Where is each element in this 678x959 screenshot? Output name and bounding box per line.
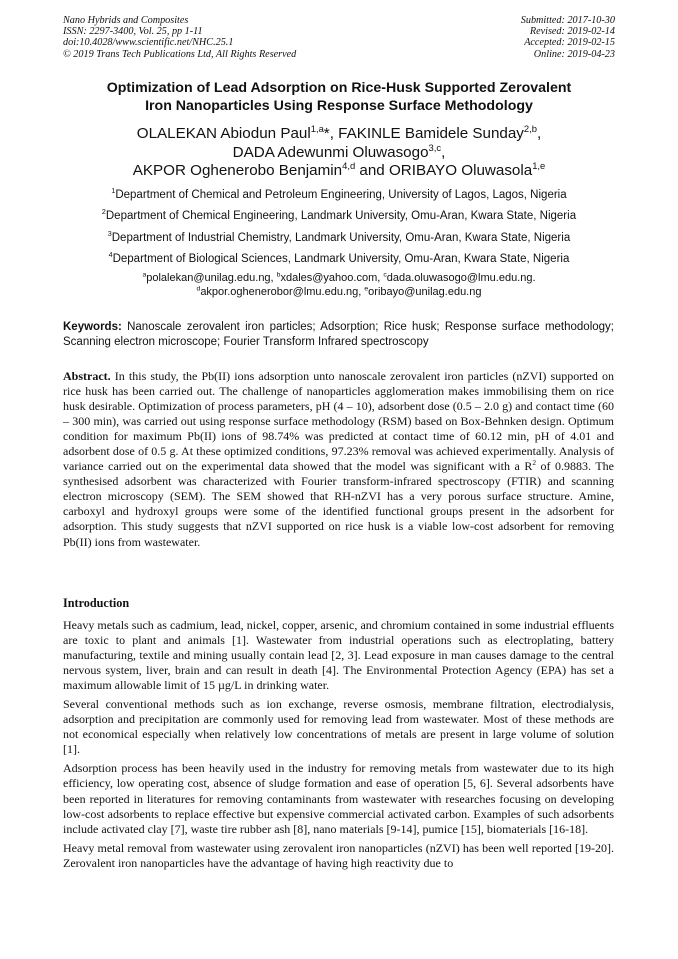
title-line: Iron Nanoparticles Using Response Surface Methodology bbox=[145, 97, 533, 114]
email-sup: a bbox=[142, 271, 147, 279]
keywords-text: Nanoscale zerovalent iron particles; Adsorption; Rice husk; Response surface methodology; Scanning electron microscope; Fourier Transform Infrared spectroscopy bbox=[63, 321, 614, 349]
date-accepted: Accepted: 2019-02-15 bbox=[524, 37, 615, 49]
affiliation bbox=[30, 249, 648, 270]
affiliation-sup: 1 bbox=[111, 187, 116, 196]
email-sup: c bbox=[383, 271, 387, 279]
author-line bbox=[40, 141, 638, 163]
date-revised: Revised: 2019-02-14 bbox=[529, 26, 615, 38]
author-line bbox=[40, 122, 638, 144]
author-separator: , bbox=[536, 125, 542, 142]
affiliation bbox=[30, 206, 648, 227]
email-sup: d bbox=[196, 284, 201, 292]
body-paragraph: Adsorption process has been heavily used in the industry for removing metals from wastewater due to its high efficiency, low operating cost, absence of sludge formation and ease of operation [5, 6]. Several adsorbents have been reported in literatures for removing contaminants from wastewater with researches focusing on developing low-cost adsorbents to replace effective but expensive commercial activated carbon. Examples of such adsorbents include activated clay [7], waste tire rubber ash [8], nano materials [9-14], pumice [15], biomaterials [16-18]. bbox=[63, 761, 614, 836]
author-name: DADA Adewunmi Oluwasogo bbox=[232, 143, 429, 161]
email-list bbox=[30, 272, 648, 299]
affiliation-text: Department of Chemical and Petroleum Engineering, University of Lagos, Lagos, Nigeria bbox=[115, 189, 567, 201]
email-sup: e bbox=[364, 284, 369, 292]
email-link[interactable]: oribayo@unilag.edu.ng bbox=[368, 285, 482, 298]
journal-issn: ISSN: 2297-3400, Vol. 25, pp 1-11 bbox=[63, 26, 203, 38]
journal-doi: doi:10.4028/www.scientific.net/NHC.25.1 bbox=[63, 37, 234, 49]
author-sup: 1,e bbox=[532, 159, 546, 171]
paper-title bbox=[40, 80, 638, 115]
author-sup: 3,c bbox=[428, 141, 442, 153]
email-link[interactable]: akpor.oghenerobor@lmu.edu.ng, bbox=[200, 285, 365, 298]
affiliation-list bbox=[30, 185, 648, 270]
author-sup: 4,d bbox=[342, 159, 356, 171]
email-link[interactable]: polalekan@unilag.edu.ng, bbox=[146, 272, 277, 284]
section-heading-introduction: Introduction bbox=[63, 596, 130, 610]
author-name: AKPOR Oghenerobo Benjamin bbox=[132, 162, 343, 179]
author-joiner: and bbox=[355, 162, 389, 179]
email-line bbox=[30, 272, 648, 286]
publication-dates bbox=[521, 15, 615, 60]
author-list bbox=[40, 122, 638, 181]
affiliation-text: Department of Chemical Engineering, Landmark University, Omu-Aran, Kwara State, Nigeria bbox=[105, 210, 577, 223]
abstract-label: Abstract. bbox=[63, 369, 111, 383]
author-sup: 2,b bbox=[523, 122, 537, 134]
affiliation-sup: 2 bbox=[101, 208, 106, 217]
author-sup: 1,a bbox=[310, 122, 324, 134]
body-paragraph: Heavy metals such as cadmium, lead, nickel, copper, arsenic, and chromium contained in some industrial effluents are toxic to plant and animals [1]. Wastewater from industrial operations such as electroplating, battery manufacturing, textile and mining usually contain lead [2, 3]. Lead exposure in man causes damage to the central nervous system, liver, brain and can result in death [4]. The Environmental Protection Agency (EPA) has set a maximum allowable limit of 15 µg/L in drinking water. bbox=[63, 618, 614, 693]
author-name: FAKINLE Bamidele Sunday bbox=[338, 125, 524, 142]
abstract-text: In this study, the Pb(II) ions adsorption unto nanoscale zerovalent iron particles (nZVI) supported on rice husk has been carried out. The challenge of nanoparticles agglomeration makes immobilising them on rice husk desirable. Optimization of process parameters, pH (4 – 10), adsorbent dose (0.5 – 2.0 g) and contact time (60 – 300 min), was carried out using response surface methodology (RSM) based on Box-Behnken design. Optimum condition for maximum Pb(II) ions of 98.74% was predicted at contact time of 60.12 min, pH of 4.01 and adsorbent dose of 0.5 g. At these optimized conditions, 97.23% removal was achieved experimentally. Analysis of variance carried out on the experimental data showed that the model was significant with a R bbox=[63, 369, 614, 474]
affiliation-sup: 3 bbox=[107, 229, 112, 238]
abstract-text: of 0.9883. The synthesised adsorbent was characterized with Fourier transform-infrared spectroscopy (FTIR) and scanning electron microscopy (SEM). The SEM showed that RH-nZVI has a very porous surface structure. Amine, carboxyl and hydroxyl groups were some of the identified functional groups present in the adsorbent for adsorption. This study suggests that nZVI supported on rice husk is a viable low-cost adsorbent for removing Pb(II) ions from wastewater. bbox=[63, 459, 614, 549]
abstract-superscript: 2 bbox=[532, 458, 537, 468]
email-sup: b bbox=[276, 271, 281, 279]
email-link[interactable]: dada.oluwasogo@lmu.edu.ng. bbox=[386, 272, 536, 284]
affiliation-sup: 4 bbox=[108, 251, 113, 260]
keywords-section bbox=[63, 320, 614, 351]
date-online: Online: 2019-04-23 bbox=[533, 48, 615, 60]
body-paragraph: Heavy metal removal from wastewater using zerovalent iron nanoparticles (nZVI) has been well reported [19-20]. Zerovalent iron nanoparticles have the advantage of having high reactivity due to bbox=[63, 840, 614, 870]
keywords-label: Keywords: bbox=[63, 321, 122, 333]
email-line bbox=[30, 286, 648, 300]
author-separator: , bbox=[441, 143, 446, 161]
author-separator: *, bbox=[323, 125, 339, 142]
affiliation-text: Department of Biological Sciences, Landmark University, Omu-Aran, Kwara State, Nigeria bbox=[112, 252, 570, 265]
email-link[interactable]: xdales@yahoo.com, bbox=[280, 272, 384, 284]
journal-name: Nano Hybrids and Composites bbox=[63, 15, 189, 26]
affiliation bbox=[30, 185, 648, 206]
affiliation-text: Department of Industrial Chemistry, Landmark University, Omu-Aran, Kwara State, Nigeria bbox=[111, 231, 571, 244]
author-name: OLALEKAN Abiodun Paul bbox=[136, 125, 311, 142]
body-paragraph: Several conventional methods such as ion exchange, reverse osmosis, membrane filtration, electrodialysis, adsorption and precipitation are commonly used for removing lead from wastewater. Most of these methods are not economical especially when relatively low concentrations of metals are present in large volume of solution [1]. bbox=[63, 697, 614, 757]
journal-copyright: © 2019 Trans Tech Publications Ltd, All Rights Reserved bbox=[63, 48, 297, 60]
affiliation bbox=[30, 228, 648, 249]
introduction-body bbox=[63, 618, 614, 875]
title-line: Optimization of Lead Adsorption on Rice-Husk Supported Zerovalent bbox=[106, 80, 572, 96]
author-name: ORIBAYO Oluwasola bbox=[388, 162, 533, 179]
abstract-section bbox=[63, 369, 614, 550]
date-submitted: Submitted: 2017-10-30 bbox=[520, 15, 615, 26]
journal-info bbox=[63, 15, 296, 60]
author-line bbox=[40, 159, 638, 181]
